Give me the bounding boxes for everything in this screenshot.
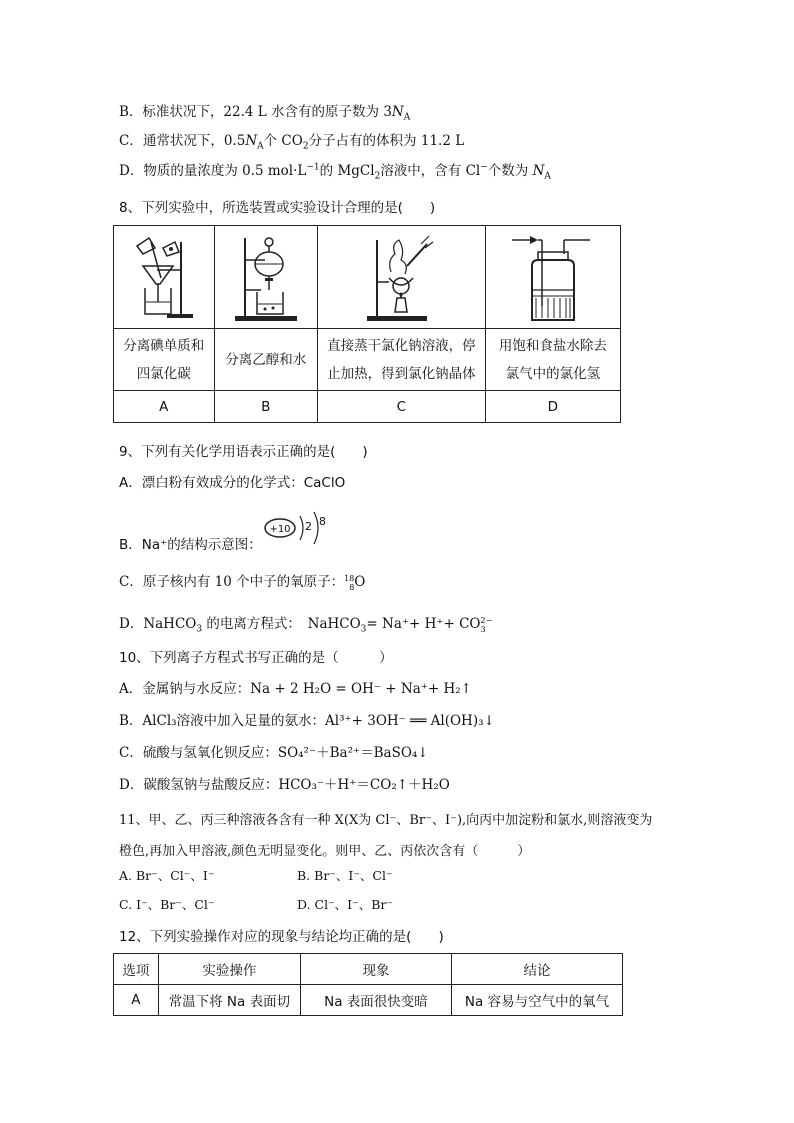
q11-stem-line2: 橙色,再加入甲溶液,颜色无明显变化。则甲、乙、丙依次含有（ ） [119,844,531,859]
option-a-label: A [114,391,215,423]
q9-option-b: B．Na⁺的结构示意图： [119,537,262,553]
sodium-ion-structure-diagram [262,508,337,548]
q11-option-c: C. I⁻、Br⁻、Cl⁻ [119,897,215,912]
row-a-conclusion: Na 容易与空气中的氧气 [452,985,623,1016]
option-c-label: C [318,391,486,423]
gas-washing-bottle-icon [508,230,598,325]
option-d-caption: 用饱和食盐水除去 氯气中的氯化氢 [485,329,620,391]
header-operation: 实验操作 [158,954,300,985]
option-a-caption: 分离碘单质和 四氯化碳 [114,329,215,391]
atomic-number: 8 [349,582,355,592]
header-phenomenon: 现象 [300,954,451,985]
row-a-operation: 常温下将 Na 表面切 [158,985,300,1016]
option-c-caption: 直接蒸干氯化钠溶液，停 止加热，得到氯化钠晶体 [318,329,486,391]
q9-option-d: D．NaHCO$_3$ 的电离方程式： NaHCO$_3$= Na⁺+ H⁺+ CO 2− 3 [119,615,493,635]
q11-option-d: D. Cl⁻、I⁻、Br⁻ [297,897,393,912]
row-a-phenomenon: Na 表面很快变暗 [300,985,451,1016]
q7-option-c: C．通常状况下，$0.5N_A$个 $CO_2$分子占有的体积为 11.2 L [119,133,465,152]
option-d-label: D [485,391,620,423]
option-b-caption: 分离乙醇和水 [214,329,317,391]
separatory-funnel-icon [231,230,301,325]
filtration-apparatus-icon [129,232,199,322]
q9-stem: 9、下列有关化学用语表示正确的是( ) [119,444,368,460]
q10-stem: 10、下列离子方程式书写正确的是（ ） [119,650,393,666]
apparatus-a-image [114,226,215,329]
apparatus-b-image [214,226,317,329]
q10-option-b: B．AlCl₃溶液中加入足量的氨水：Al³⁺+ 3OH⁻ ══ Al(OH)₃↓ [119,713,495,729]
q8-apparatus-table [113,225,621,423]
q12-stem: 12、下列实验操作对应的现象与结论均正确的是( ) [119,929,444,945]
header-conclusion: 结论 [452,954,623,985]
nucleus-charge: +10 [269,524,291,535]
apparatus-c-image [318,226,486,329]
element-symbol: O [354,574,366,590]
q7-option-b: B．标准状况下，22.4 L 水含有的原子数为 $3N_A$ [119,104,411,123]
mass-number: 18 [344,573,355,583]
row-a-option: A [114,985,159,1016]
q9-option-c: C．原子核内有 10 个中子的氧原子： 18 8 O [119,573,366,592]
q10-option-a: A．金属钠与水反应：Na + 2 H₂O = OH⁻ + Na⁺+ H₂↑ [119,681,472,697]
q10-option-d: D．碳酸氢钠与盐酸反应：HCO₃⁻＋H⁺＝CO₂↑＋H₂O [119,777,450,793]
shell-2-electrons: 8 [319,515,326,528]
apparatus-d-image [485,226,620,329]
option-b-label: B [214,391,317,423]
q11-stem-line1: 11、甲、乙、丙三种溶液各含有一种 X(X为 Cl⁻、Br⁻、I⁻),向丙中加淀粉和氯水,则溶液变为 [119,813,653,828]
q11-option-a: A. Br⁻、Cl⁻、I⁻ [119,868,215,883]
q11-option-b: B. Br⁻、I⁻、Cl⁻ [297,868,393,883]
q8-stem: 8、下列实验中，所选装置或实验设计合理的是( ) [119,200,436,216]
q9-option-a: A．漂白粉有效成分的化学式：CaClO [119,475,346,491]
q7-option-d: D．物质的量浓度为 0.5 $mol\cdot L^{-1}$的 MgCl$_2$溶液中，含有 Cl−个数为 $N_A$ [119,162,551,182]
q12-table [113,953,623,1016]
shell-1-electrons: 2 [305,520,312,533]
q10-option-c: C．硫酸与氢氧化钡反应：SO₄²⁻＋Ba²⁺＝BaSO₄↓ [119,745,429,761]
evaporating-dish-icon [361,230,441,325]
header-option: 选项 [114,954,159,985]
